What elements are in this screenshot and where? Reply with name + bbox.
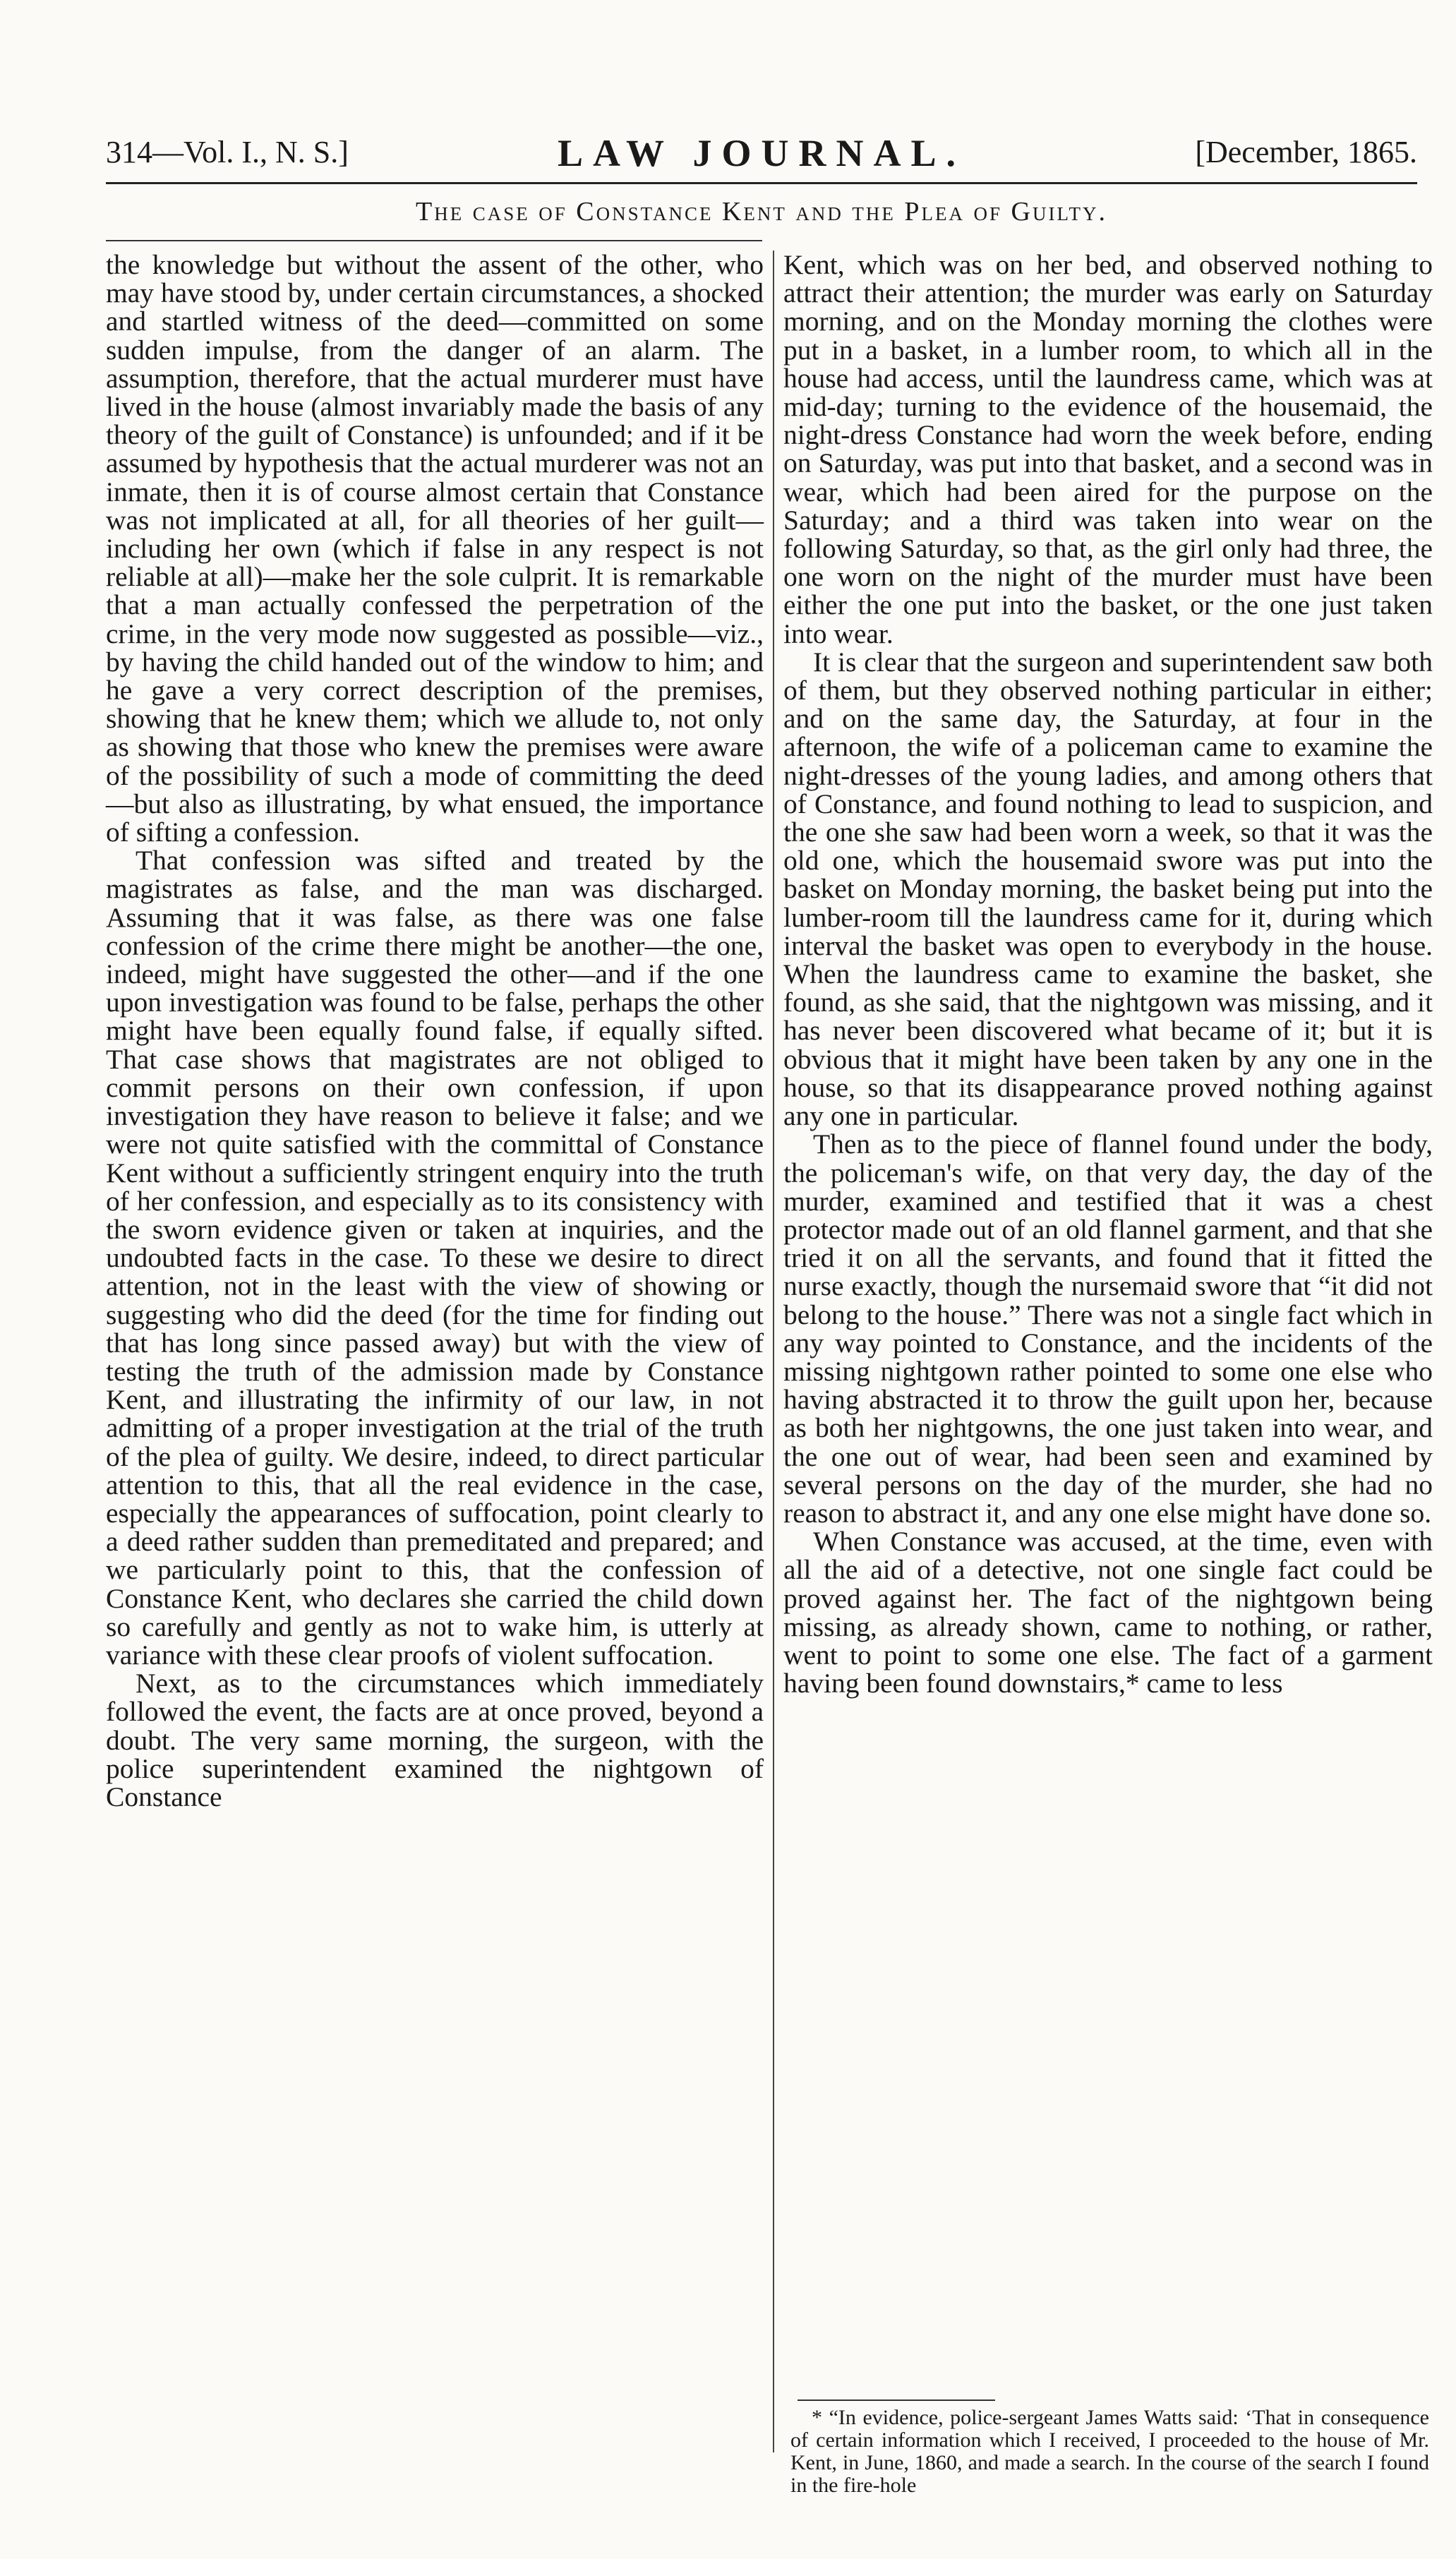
header-rule xyxy=(106,182,1417,184)
header-volume: 314—Vol. I., N. S.] xyxy=(106,135,349,169)
footnote-rule xyxy=(798,2400,995,2401)
left-column xyxy=(106,251,764,1811)
right-paragraph-3: Then as to the piece of flannel found under the body, the policeman's wife, on that very day, the day of the murder, examined and testified that it was a chest protector made out of an old flannel garment, and that she tried it on all the servants, and found that it fitted the nurse exactly, though the nursemaid swore that “it did not belong to the house.” There was not a single fact which in any way pointed to Constance, and the incidents of the missing nightgown rather pointed to some one else who having abstracted it to throw the guilt upon her, because as both her nightgowns, the one just taken into wear, and the one out of wear, had been seen and examined by several persons on the day of the murder, she had no reason to abstract it, and any one else might have done so. xyxy=(783,1128,1433,1529)
page-header xyxy=(106,127,1417,183)
right-paragraph-2: It is clear that the surgeon and superintendent saw both of them, but they observed nothing particular in either; and on the same day, the Saturday, at four in the afternoon, the wife of a policeman came to examine the night-dresses of the young ladies, and among others that of Constance, and found nothing to lead to suspicion, and the one she saw had been worn a week, so that it was the old one, which the housemaid swore was put into the basket on Monday morning, the basket being put into the lumber-room till the laundress came for it, during which interval the basket was open to everybody in the house. When the laundress came to examine the basket, she found, as she said, that the nightgown was missing, and it has never been discovered what became of it; but it is obvious that it might have been taken by any one in the house, so that its disappearance proved nothing against any one in particular. xyxy=(783,646,1433,1132)
left-paragraph-2: That confession was sifted and treated by the magistrates as false, and the man was discharged. Assuming that it was false, as there was one false confession of the crime there might be another—the one, indeed, might have suggested the other—and if the one upon investigation was found to be false, perhaps the other might have been equally found false, if equally sifted. That case shows that magistrates are not obliged to commit persons on their own confession, if upon investigation they have reason to believe it false; and we were not quite satisfied with the committal of Constance Kent without a sufficiently stringent enquiry into the truth of her confession, and especially as to its consistency with the sworn evidence given or taken at inquiries, and the undoubted facts in the case. To these we desire to direct attention, not in the least with the view of showing or suggesting who did the deed (for the time for finding out that has long since passed away) but with the view of testing the truth of the admission made by Constance Kent, and illustrating the infirmity of our law, in not admitting of a proper investigation at the trial of the truth of the plea of guilty. We desire, indeed, to direct particular attention to this, that all the real evidence in the case, especially the appearances of suffocation, point clearly to a deed rather sudden than premeditated and prepared; and we particularly point to this, that the confession of Constance Kent, who declares she carried the child down so carefully and gently as not to wake him, is utterly at variance with these clear proofs of violent suffocation. xyxy=(106,845,764,1670)
footnote xyxy=(790,2407,1429,2497)
right-paragraph-1: Kent, which was on her bed, and observed nothing to attract their attention; the murder was early on Saturday morning, and on the Monday morning the clothes were put in a basket, in a lumber room, to which all in the house had access, until the laundress came, which was at mid-day; turning to the evidence of the housemaid, the night-dress Constance had worn the week before, ending on Saturday, was put into that basket, and a second was in wear, which had been aired for the purpose on the Saturday; and a third was taken into wear on the following Saturday, so that, as the girl only had three, the one worn on the night of the murder must have been either the one put into the basket, or the one just taken into wear. xyxy=(783,249,1433,649)
article-title: The case of Constance Kent and the Plea of Guilty. xyxy=(416,197,1107,227)
left-paragraph-3: Next, as to the circumstances which immediately followed the event, the facts are at once proved, beyond a doubt. The very same morning, the surgeon, with the police superintendent examined the nightgown of Constance xyxy=(106,1668,764,1812)
right-paragraph-4: When Constance was accused, at the time, even with all the aid of a detective, not one single fact could be proved against her. The fact of the nightgown being missing, as already shown, came to nothing, or rather, went to point to some one else. The fact of a garment having been found downstairs,* came to less xyxy=(783,1526,1433,1699)
header-date: [December, 1865. xyxy=(1195,135,1417,169)
title-rule xyxy=(106,240,762,241)
header-journal-title: LAW JOURNAL. xyxy=(557,132,966,174)
left-paragraph-1: the knowledge but without the assent of the other, who may have stood by, under certain circumstances, a shocked and startled witness of the deed—committed on some sudden impulse, from the danger of an alarm. The assumption, therefore, that the actual murderer must have lived in the house (almost invariably made the basis of any theory of the guilt of Constance) is unfounded; and if it be assumed by hypothesis that the actual murderer was not an inmate, then it is of course almost certain that Constance was not implicated at all, for all theories of her guilt—including her own (which if false in any respect is not reliable at all)—make her the sole culprit. It is remarkable that a man actually confessed the perpetration of the crime, in the very mode now suggested as possible—viz., by having the child handed out of the window to him; and he gave a very correct description of the premises, showing that he knew them; which we allude to, not only as showing that those who knew the premises were aware of the possibility of such a mode of committing the deed—but also as illustrating, by what ensued, the importance of sifting a confession. xyxy=(106,249,764,848)
footnote-text: * “In evidence, police-sergeant James Watts said: ‘That in consequence of certain information which I received, I proceeded to the house of Mr. Kent, in June, 1860, and made a search. In the course of the search I found in the fire-hole xyxy=(790,2406,1429,2497)
right-column xyxy=(783,251,1433,1697)
column-divider xyxy=(773,251,774,2452)
